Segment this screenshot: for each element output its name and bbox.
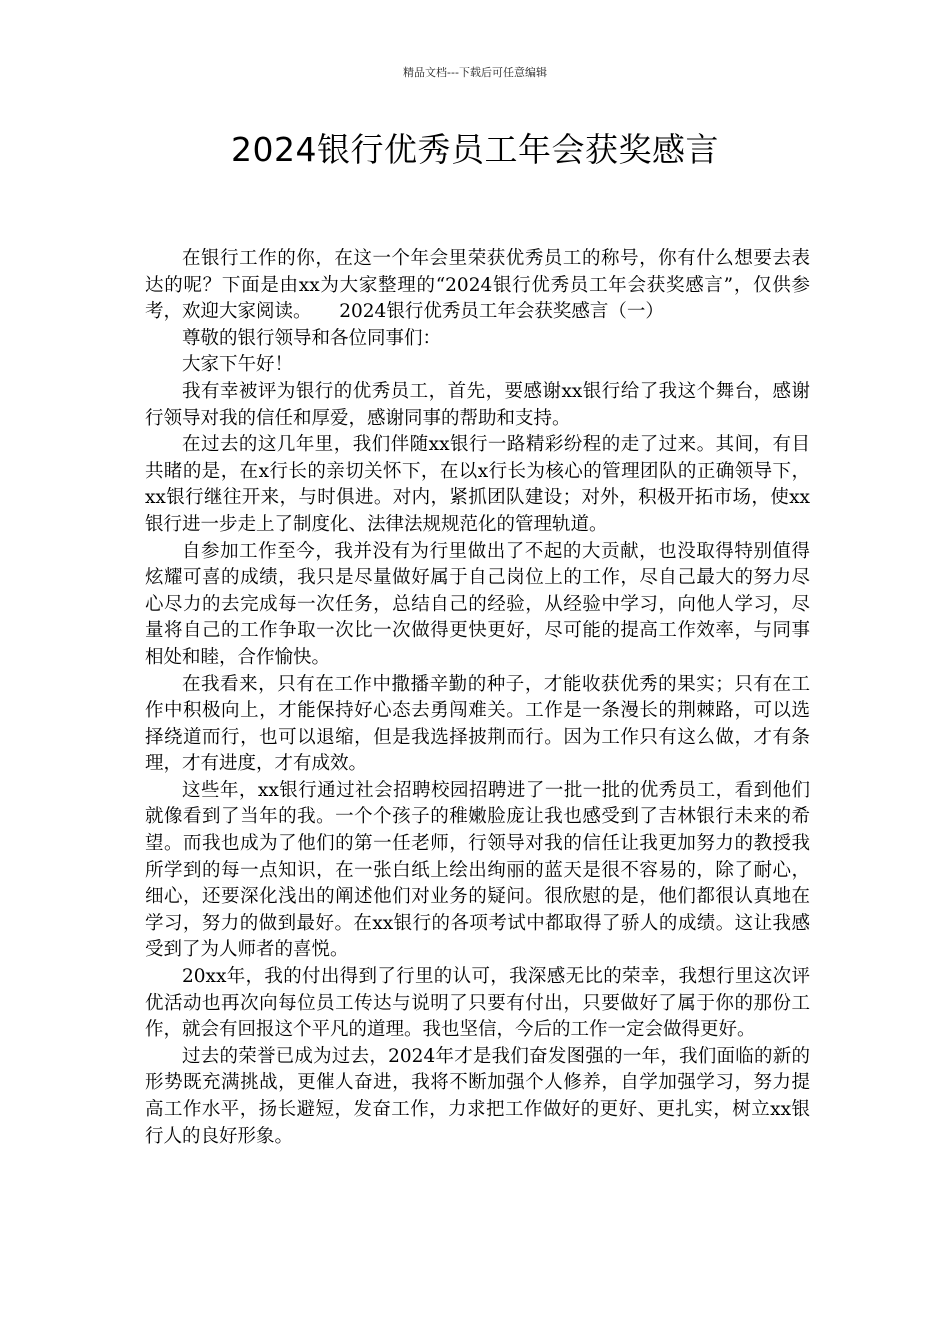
paragraph: 大家下午好！: [182, 354, 294, 376]
paragraph: 在我看来，只有在工作中撒播辛勤的种子，才能收获优秀的果实；只有在工作中积极向上，才能保持好心态去勇闯难关。工作是一条漫长的荆棘路，可以选择绕道而行，也可以退缩，但是我选择披荆而行。因为工作只有这么做，才有条理，才有进度，才有成效。: [145, 673, 810, 775]
document-title: 2024银行优秀员工年会获奖感言: [231, 130, 719, 169]
paragraph: 20xx年，我的付出得到了行里的认可，我深感无比的荣幸，我想行里这次评优活动也再次向每位员工传达与说明了只要有付出，只要做好了属于你的那份工作，就会有回报这个平凡的道理。我也坚信，今后的工作一定会做得更好。: [145, 966, 810, 1041]
document-body: [145, 246, 810, 1150]
paragraph: 过去的荣誉已成为过去，2024年才是我们奋发图强的一年，我们面临的新的形势既充满挑战，更催人奋进，我将不断加强个人修养，自学加强学习，努力提高工作水平，扬长避短，发奋工作，力求把工作做好的更好、更扎实，树立xx银行人的良好形象。: [145, 1045, 810, 1147]
paragraph: 在银行工作的你，在这一个年会里荣获优秀员工的称号，你有什么想要去表达的呢？下面是由xx为大家整理的“2024银行优秀员工年会获奖感言”，仅供参考，欢迎大家阅读。 2024银行优秀员工年会获奖感言（一）: [145, 248, 810, 323]
page-header: 精品文档---下载后可任意编辑: [403, 66, 547, 79]
paragraph: 我有幸被评为银行的优秀员工，首先，要感谢xx银行给了我这个舞台，感谢行领导对我的信任和厚爱，感谢同事的帮助和支持。: [145, 380, 810, 429]
paragraph: 这些年，xx银行通过社会招聘校园招聘进了一批一批的优秀员工，看到他们就像看到了当年的我。一个个孩子的稚嫩脸庞让我也感受到了吉林银行未来的希望。而我也成为了他们的第一任老师，行领导对我的信任让我更加努力的教授我所学到的每一点知识，在一张白纸上绘出绚丽的蓝天是很不容易的，除了耐心，细心，还要深化浅出的阐述他们对业务的疑问。很欣慰的是，他们都很认真地在学习，努力的做到最好。在xx银行的各项考试中都取得了骄人的成绩。这让我感受到了为人师者的喜悦。: [145, 779, 810, 961]
paragraph: 在过去的这几年里，我们伴随xx银行一路精彩纷程的走了过来。其间，有目共睹的是，在x行长的亲切关怀下，在以x行长为核心的管理团队的正确领导下，xx银行继往开来，与时俱进。对内，紧抓团队建设；对外，积极开拓市场，使xx银行进一步走上了制度化、法律法规规范化的管理轨道。: [145, 434, 810, 535]
paragraph: 尊敬的银行领导和各位同事们：: [182, 327, 442, 349]
paragraph: 自参加工作至今，我并没有为行里做出了不起的大贡献，也没取得特别值得炫耀可喜的成绩，我只是尽量做好属于自己岗位上的工作，尽自己最大的努力尽心尽力的去完成每一次任务，总结自己的经验，从经验中学习，向他人学习，尽量将自己的工作争取一次比一次做得更快更好，尽可能的提高工作效率，与同事相处和睦，合作愉快。: [145, 540, 810, 668]
